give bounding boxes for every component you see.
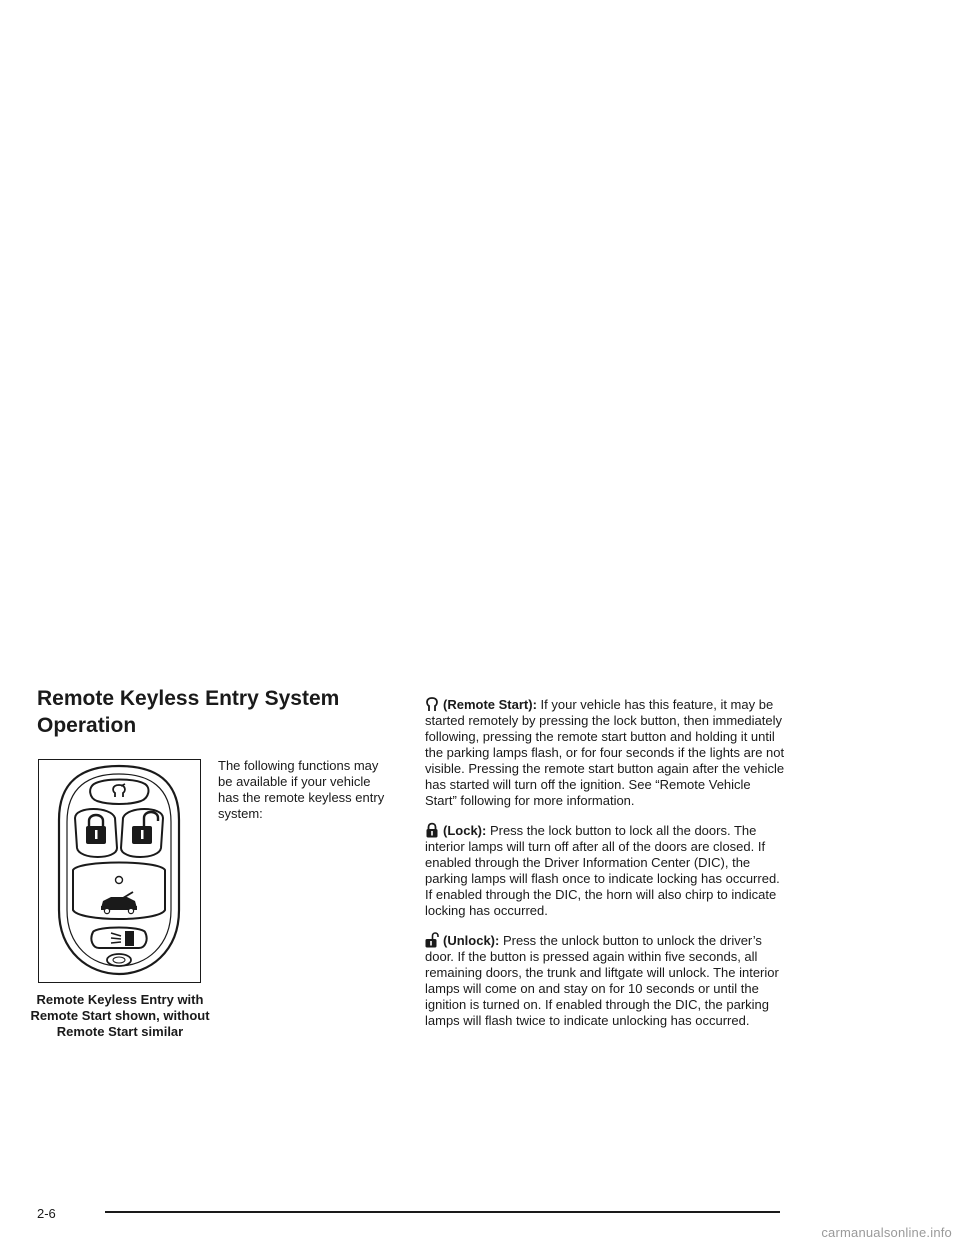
remote-start-description: If your vehicle has this feature, it may be started remotely by pressing the lock button, then immediately following, pressing the remote start button and holding it until the parking lamps flash, or for four seconds if the lights are not visible. Pressing the remote start button again after the vehicle has started will turn off the ignition. See “Remote Vehicle Start” following for more information.	[425, 697, 785, 808]
lock-description: Press the lock button to lock all the doors. The interior lamps will turn off after all of the doors are closed. If enabled through the Driver Information Center (DIC), the parking lamps will flash once to indicate locking has occurred. If enabled through the DIC, the horn will also chirp to indicate locking has occurred.	[425, 823, 780, 918]
remote-start-icon	[425, 696, 439, 712]
lock-button	[75, 809, 117, 857]
panic-button	[91, 928, 146, 949]
trunk-button	[73, 863, 165, 920]
unlock-paragraph	[425, 932, 785, 1029]
key-fob-illustration	[39, 760, 199, 981]
function-list	[425, 696, 785, 1042]
section-heading	[37, 685, 397, 739]
page-number: 2-6	[37, 1206, 56, 1221]
intro-text: The following functions may be available if your vehicle has the remote keyless entry system:	[218, 758, 385, 821]
key-fob-figure	[38, 759, 201, 983]
lock-paragraph	[425, 822, 785, 919]
heading-line-2: Operation	[37, 714, 137, 737]
unlock-term: (Unlock):	[443, 933, 500, 948]
figure-caption: Remote Keyless Entry with Remote Start shown, without Remote Start similar	[30, 992, 210, 1039]
lock-icon	[425, 822, 439, 838]
key-ring-hole	[107, 954, 131, 966]
heading-line-1: Remote Keyless Entry System	[37, 687, 340, 710]
remote-start-button	[90, 780, 148, 805]
unlock-icon	[425, 932, 439, 948]
remote-start-paragraph	[425, 696, 785, 809]
lock-term: (Lock):	[443, 823, 487, 838]
unlock-button	[121, 809, 163, 857]
footer-divider	[105, 1211, 780, 1213]
unlock-description: Press the unlock button to unlock the driver’s door. If the button is pressed again within five seconds, all remaining doors, the trunk and liftgate will unlock. The interior lamps will come on and stay on for 10 seconds or until the ignition is turned on. If enabled through the DIC, the parking lamps will flash twice to indicate unlocking has occurred.	[425, 933, 779, 1028]
watermark: carmanualsonline.info	[821, 1225, 952, 1240]
remote-start-term: (Remote Start):	[443, 697, 537, 712]
